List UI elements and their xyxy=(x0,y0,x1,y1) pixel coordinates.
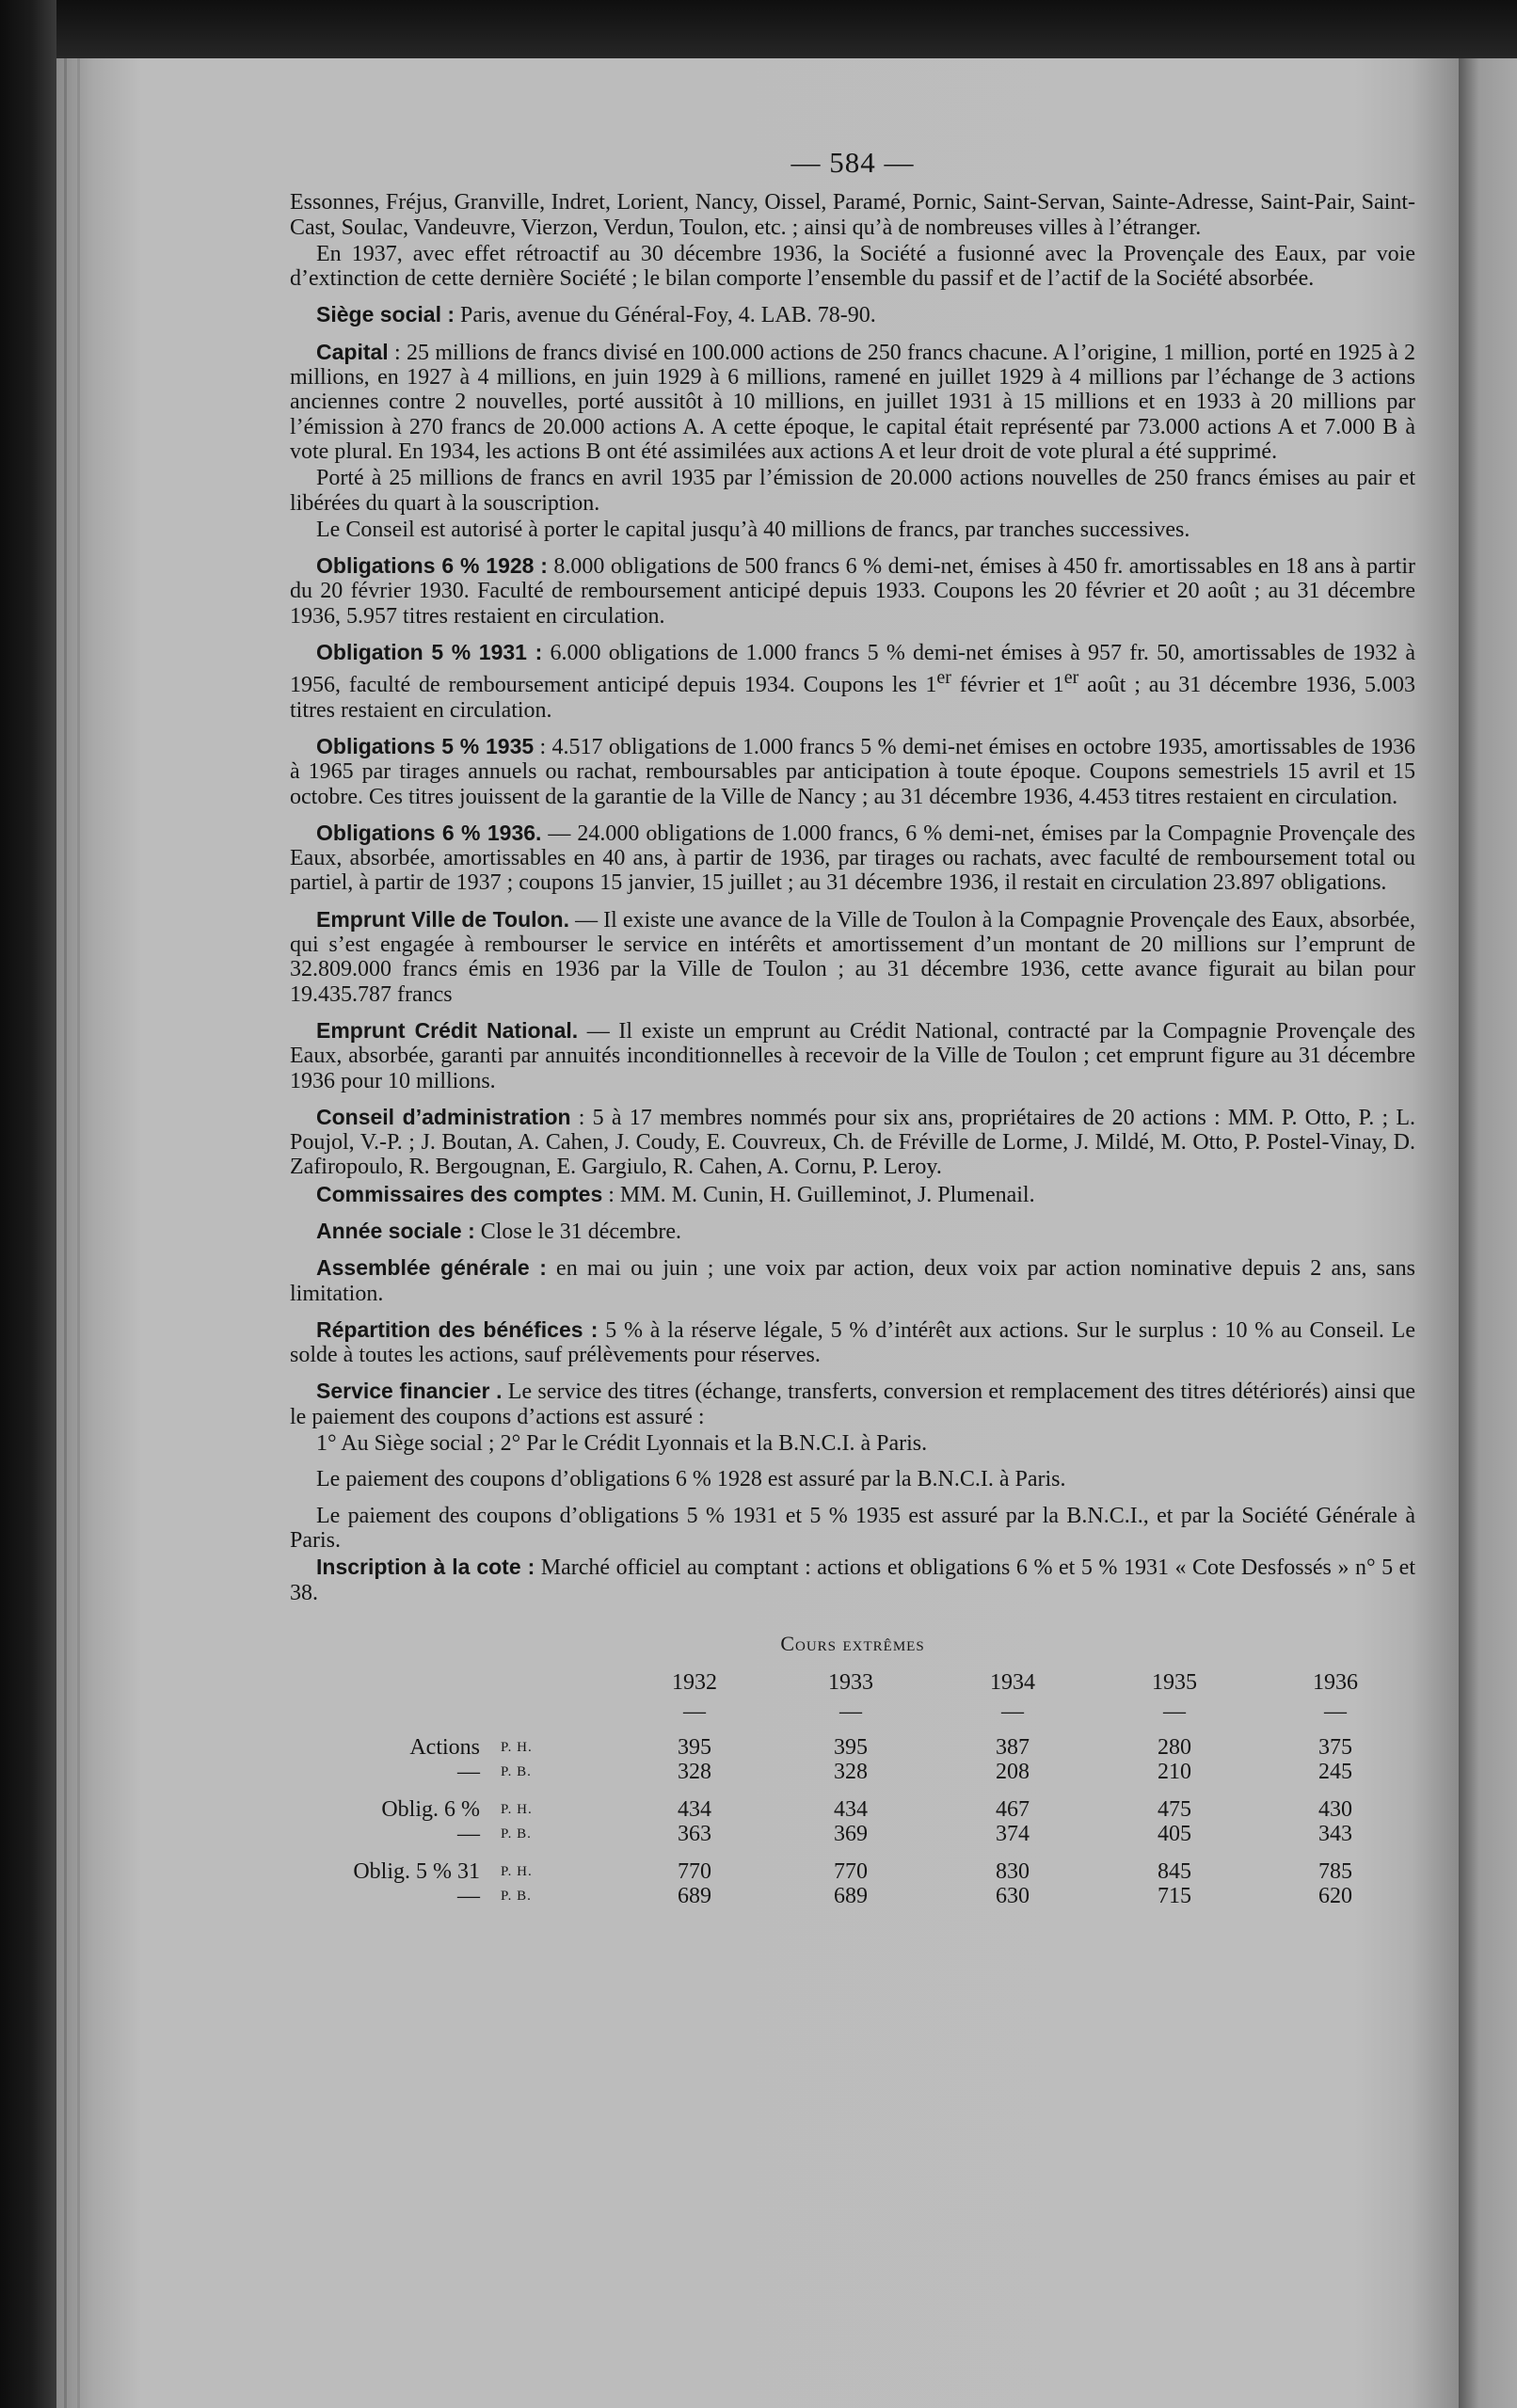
siege-text: Paris, avenue du Général-Foy, 4. LAB. 78-90. xyxy=(455,303,876,328)
table-dash-row xyxy=(290,1701,1415,1722)
paragraph-oblig-1928 xyxy=(290,553,1415,629)
oblig-1935-text: : 4.517 obligations de 1.000 francs 5 % demi-net émises en octobre 1935, amortissables de 1936 à 1965 par tirages annuels ou rachat, remboursables par anticipation à toute époque. Coupons semestriels 15 avril et 15 octobre. Ces titres jouissent de la garantie de la Ville de Nancy ; au 31 décembre 1936, 4.453 titres restaient en circulation. xyxy=(290,734,1415,809)
year-header: 1934 xyxy=(990,1670,1035,1696)
heading-oblig-1936: Obligations 6 % 1936. xyxy=(316,820,542,845)
oblig-1931-text: février et 1 xyxy=(950,673,1064,698)
heading-siege: Siège social : xyxy=(316,302,455,327)
table-cell: 328 xyxy=(678,1760,711,1785)
row-kind: P. H. xyxy=(501,1864,533,1880)
table-row xyxy=(290,1822,1415,1846)
table-cell: 387 xyxy=(996,1735,1030,1761)
table-row xyxy=(290,1722,1415,1760)
heading-assemblee: Assemblée générale : xyxy=(316,1255,547,1281)
year-dash: — xyxy=(683,1699,706,1725)
heading-commissaires: Commissaires des comptes xyxy=(316,1181,603,1206)
table-cell: 395 xyxy=(678,1735,711,1761)
book-page xyxy=(56,58,1459,2408)
cours-extremes-table xyxy=(290,1664,1415,1908)
next-page-edge xyxy=(1459,58,1517,2408)
table-cell: 369 xyxy=(834,1822,868,1847)
paragraph-service xyxy=(290,1379,1415,1429)
year-header: 1933 xyxy=(828,1670,873,1696)
paragraph-paiement-2: Le paiement des coupons d’obligations 5 % 1931 et 5 % 1935 est assuré par la B.N.C.I., et par la Société Générale à Paris. xyxy=(290,1503,1415,1553)
paragraph-oblig-1931 xyxy=(290,640,1415,723)
row-label: Oblig. 5 % 31 xyxy=(353,1859,480,1885)
emprunt-credit-text: — Il existe un emprunt au Crédit National, contracté par la Compagnie Provençale des Eaux, absorbée, garanti par annuités inconditionnelles à recevoir de la Ville de Toulon ; cet emprunt figure au 31 décembre 1936 pour 10 millions. xyxy=(290,1018,1415,1093)
heading-oblig-1931: Obligation 5 % 1931 : xyxy=(316,640,543,665)
scan-dark-border-top xyxy=(56,0,1517,58)
table-cell: 405 xyxy=(1158,1822,1191,1847)
oblig-1928-text: 8.000 obligations de 500 francs 6 % demi-net, émises à 450 fr. amortissables en 18 ans à partir du 20 février 1930. Faculté de remboursement anticipé depuis 1933. Coupons les 20 février et 20 août ; au 31 décembre 1936, 5.957 titres restaient en circulation. xyxy=(290,554,1415,629)
inscription-text: Marché officiel au comptant : actions et obligations 6 % et 5 % 1931 « Cote Desfossés » n° 5 et 38. xyxy=(290,1555,1415,1605)
heading-repartition: Répartition des bénéfices : xyxy=(316,1316,599,1342)
row-label: Oblig. 6 % xyxy=(381,1797,480,1823)
table-cell: 785 xyxy=(1318,1859,1352,1885)
table-header-row xyxy=(290,1664,1415,1701)
table-cell: 467 xyxy=(996,1797,1030,1823)
capital-text: : 25 millions de francs divisé en 100.000 actions de 250 francs chacune. A l’origine, 1 million, porté en 1925 à 2 millions, en 1927 à 4 millions, en juin 1929 à 6 millions, ramené en juillet 1929 à 4 millions par l’échange de 3 actions anciennes contre 2 nouvelles, porté aussitôt à 10 millions, en juillet 1931 à 15 millions et en 1933 à 20 millions par l’émission à 270 francs de 20.000 actions A. A cette époque, le capital était représenté par 73.000 actions A et 7.000 B à vote plural. En 1934, les actions B ont été assimilées aux actions A et leur droit de vote plural a été supprimé. xyxy=(290,340,1415,464)
table-cell: 620 xyxy=(1318,1884,1352,1909)
service-text: Le service des titres (échange, transferts, conversion et remplacement des titres détériorés) ainsi que le paiement des coupons d’actions est assuré : xyxy=(290,1379,1415,1429)
year-dash: — xyxy=(1163,1699,1186,1725)
paragraph-paiement-1: Le paiement des coupons d’obligations 6 % 1928 est assuré par la B.N.C.I. à Paris. xyxy=(316,1467,1066,1492)
heading-emprunt-toulon: Emprunt Ville de Toulon. xyxy=(316,906,569,932)
paragraph-annee xyxy=(290,1219,1415,1244)
table-cell: 208 xyxy=(996,1760,1030,1785)
heading-annee: Année sociale : xyxy=(316,1218,475,1243)
paragraph-assemblee xyxy=(290,1255,1415,1306)
row-kind: P. H. xyxy=(501,1802,533,1818)
page-number: — 584 — xyxy=(790,146,915,179)
table-cell: 245 xyxy=(1318,1760,1352,1785)
year-dash: — xyxy=(1001,1699,1024,1725)
table-cell: 689 xyxy=(678,1884,711,1909)
scan-dark-border-left xyxy=(0,0,56,2408)
table-cell: 770 xyxy=(834,1859,868,1885)
table-cell: 475 xyxy=(1158,1797,1191,1823)
paragraph-repartition xyxy=(290,1317,1415,1368)
paragraph-service-list: 1° Au Siège social ; 2° Par le Crédit Lyonnais et la B.N.C.I. à Paris. xyxy=(316,1431,928,1457)
paragraph-inscription xyxy=(290,1555,1415,1605)
paragraph-conseil xyxy=(290,1105,1415,1180)
row-kind: P. H. xyxy=(501,1740,533,1756)
table-cell: 689 xyxy=(834,1884,868,1909)
heading-capital: Capital xyxy=(316,339,389,364)
table-row xyxy=(290,1760,1415,1784)
table-cell: 434 xyxy=(834,1797,868,1823)
table-cell: 845 xyxy=(1158,1859,1191,1885)
row-kind: P. B. xyxy=(501,1826,532,1842)
table-cell: 630 xyxy=(996,1884,1030,1909)
dash-empty-cell xyxy=(290,1701,497,1722)
table-cell: 280 xyxy=(1158,1735,1191,1761)
superscript: er xyxy=(936,667,951,689)
paragraph-locations: Essonnes, Fréjus, Granville, Indret, Lorient, Nancy, Oissel, Paramé, Pornic, Saint-Servan, Sainte-Adresse, Saint-Pair, Saint-Cast, Soulac, Vandeuvre, Vierzon, Verdun, Toulon, etc. ; ainsi qu’à de nombreuses villes à l’étranger. xyxy=(290,190,1415,240)
year-dash: — xyxy=(839,1699,862,1725)
paragraph-emprunt-toulon xyxy=(290,907,1415,1007)
heading-service: Service financier . xyxy=(316,1379,503,1404)
table-cell: 770 xyxy=(678,1859,711,1885)
conseil-text: : 5 à 17 membres nommés pour six ans, propriétaires de 20 actions : MM. P. Otto, P. ; L. Poujol, V.-P. ; J. Boutan, A. Cahen, J. Coudy, E. Couvreux, Ch. de Fréville de Lorme, J. Mildé, M. Otto, P. Postel-Vinay, D. Zafiropoulo, R. Bergougnan, E. Gargiulo, R. Cahen, A. Cornu, P. Leroy. xyxy=(290,1105,1415,1180)
table-cell: 375 xyxy=(1318,1735,1352,1761)
table-row xyxy=(290,1784,1415,1822)
annee-text: Close le 31 décembre. xyxy=(474,1219,681,1244)
table-cell: 210 xyxy=(1158,1760,1191,1785)
table-cell: 434 xyxy=(678,1797,711,1823)
emprunt-toulon-text: — Il existe une avance de la Ville de Toulon à la Compagnie Provençale des Eaux, absorbée, qui s’est engagée à rembourser le service en intérêts et amortissement d’un montant de 20 millions sur l’emprunt de 32.809.000 francs émis en 1936 par la Ville de Toulon ; au 31 décembre 1936, cette avance figurait au bilan pour 19.435.787 francs xyxy=(290,907,1415,1007)
oblig-1936-text: — 24.000 obligations de 1.000 francs, 6 % demi-net, émises par la Compagnie Provençale des Eaux, absorbée, amortissables en 40 ans, à partir de 1936, par tirages ou rachats, avec faculté de remboursement total ou partiel, à partir de 1937 ; coupons 15 janvier, 15 juillet ; au 31 décembre 1936, il restait en circulation 23.897 obligations. xyxy=(290,821,1416,896)
oblig-1931-text: 6.000 obligations de 1.000 francs 5 % demi-net émises à 957 fr. 50, amortissables de 1932 à 1956, faculté de remboursement anticipé depuis 1934. Coupons les 1 xyxy=(290,641,1415,698)
row-label: — xyxy=(457,1822,480,1847)
page-fold-line xyxy=(77,58,80,2408)
repartition-text: 5 % à la réserve légale, 5 % d’intérêt aux actions. Sur le surplus : 10 % au Conseil. Le solde à toutes les actions, sauf prélèvements pour réserves. xyxy=(290,1317,1415,1368)
paragraph-oblig-1936 xyxy=(290,821,1415,896)
year-header: 1935 xyxy=(1152,1670,1197,1696)
table-row xyxy=(290,1846,1415,1884)
heading-conseil: Conseil d’administration xyxy=(316,1104,571,1129)
row-kind: P. B. xyxy=(501,1889,532,1905)
row-label: — xyxy=(457,1884,480,1909)
row-label: Actions xyxy=(409,1735,480,1761)
page-fold-line xyxy=(64,58,67,2408)
heading-inscription: Inscription à la cote : xyxy=(316,1555,535,1580)
dash-empty-cell xyxy=(497,1701,619,1722)
row-kind: P. B. xyxy=(501,1764,532,1780)
text-column xyxy=(290,146,1416,1909)
row-label: — xyxy=(457,1760,480,1785)
heading-oblig-1935: Obligations 5 % 1935 xyxy=(316,733,535,758)
paragraph-capital-increase: Porté à 25 millions de francs en avril 1935 par l’émission de 20.000 actions nouvelles de 250 francs émises au pair et libérées du quart à la souscription. xyxy=(290,466,1415,516)
paragraph-capital-authorization: Le Conseil est autorisé à porter le capital jusqu’à 40 millions de francs, par tranches successives. xyxy=(316,517,1190,542)
table-cell: 363 xyxy=(678,1822,711,1847)
year-header: 1932 xyxy=(672,1670,717,1696)
year-dash: — xyxy=(1324,1699,1347,1725)
header-empty-cell xyxy=(497,1664,619,1701)
paragraph-commissaires xyxy=(290,1182,1415,1207)
oblig-1931-text: août ; au 31 décembre 1936, 5.003 titres restaient en circulation. xyxy=(290,673,1415,723)
paragraph-capital xyxy=(290,340,1415,464)
year-header: 1936 xyxy=(1313,1670,1358,1696)
table-cell: 830 xyxy=(996,1859,1030,1885)
heading-oblig-1928: Obligations 6 % 1928 : xyxy=(316,553,548,579)
table-cell: 328 xyxy=(834,1760,868,1785)
table-title: Cours extrêmes xyxy=(780,1631,925,1655)
superscript: er xyxy=(1063,667,1079,689)
table-cell: 374 xyxy=(996,1822,1030,1847)
paragraph-emprunt-credit xyxy=(290,1018,1415,1093)
paragraph-merger: En 1937, avec effet rétroactif au 30 décembre 1936, la Société a fusionné avec la Provençale des Eaux, par voie d’extinction de cette dernière Société ; le bilan comporte l’ensemble du passif et de l’actif de la Société absorbée. xyxy=(290,241,1415,292)
heading-emprunt-credit: Emprunt Crédit National. xyxy=(316,1017,579,1043)
table-row xyxy=(290,1884,1415,1908)
table-cell: 430 xyxy=(1318,1797,1352,1823)
commissaires-text: : MM. M. Cunin, H. Guilleminot, J. Plumenail. xyxy=(602,1182,1035,1207)
assemblee-text: en mai ou juin ; une voix par action, deux voix par action nominative depuis 2 ans, sans limitation. xyxy=(290,1256,1415,1306)
paragraph-oblig-1935 xyxy=(290,734,1415,809)
paragraph-siege xyxy=(290,302,1415,327)
table-cell: 395 xyxy=(834,1735,868,1761)
header-empty-cell xyxy=(290,1664,497,1701)
table-cell: 343 xyxy=(1318,1822,1352,1847)
table-cell: 715 xyxy=(1158,1884,1191,1909)
